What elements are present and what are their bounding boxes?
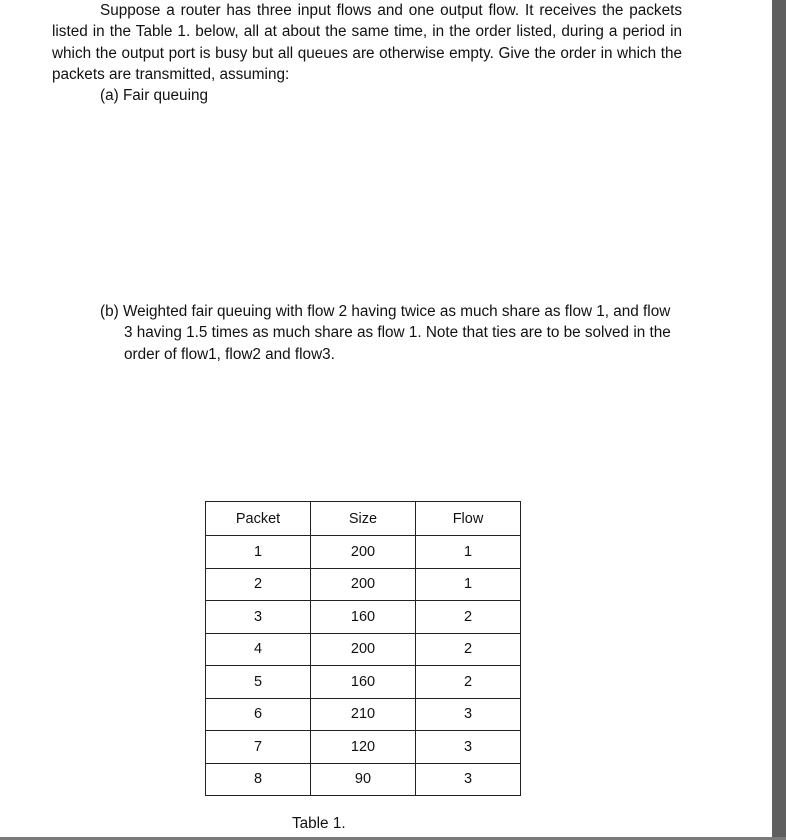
cell-size: 200 bbox=[311, 633, 416, 666]
cell-flow: 3 bbox=[416, 731, 521, 764]
cell-packet: 7 bbox=[206, 731, 311, 764]
table-row bbox=[206, 763, 521, 796]
cell-size: 160 bbox=[311, 666, 416, 699]
cell-flow: 2 bbox=[416, 666, 521, 699]
cell-packet: 5 bbox=[206, 666, 311, 699]
cell-packet: 2 bbox=[206, 568, 311, 601]
cell-size: 200 bbox=[311, 536, 416, 569]
page-edge-bar bbox=[772, 0, 786, 840]
cell-packet: 4 bbox=[206, 633, 311, 666]
table-row bbox=[206, 536, 521, 569]
cell-size: 120 bbox=[311, 731, 416, 764]
table-row bbox=[206, 698, 521, 731]
cell-flow: 3 bbox=[416, 763, 521, 796]
cell-packet: 6 bbox=[206, 698, 311, 731]
packet-table bbox=[205, 501, 521, 796]
cell-packet: 3 bbox=[206, 601, 311, 634]
table-row bbox=[206, 633, 521, 666]
cell-packet: 1 bbox=[206, 536, 311, 569]
part-a-label: (a) Fair queuing bbox=[100, 87, 208, 104]
header-packet: Packet bbox=[206, 502, 311, 536]
table-header-row bbox=[206, 502, 521, 536]
header-flow: Flow bbox=[416, 502, 521, 536]
table-row bbox=[206, 731, 521, 764]
cell-size: 160 bbox=[311, 601, 416, 634]
table-row bbox=[206, 568, 521, 601]
table-row bbox=[206, 666, 521, 699]
header-size: Size bbox=[311, 502, 416, 536]
cell-size: 210 bbox=[311, 698, 416, 731]
cell-flow: 1 bbox=[416, 568, 521, 601]
cell-flow: 2 bbox=[416, 633, 521, 666]
cell-flow: 2 bbox=[416, 601, 521, 634]
cell-flow: 3 bbox=[416, 698, 521, 731]
cell-size: 90 bbox=[311, 763, 416, 796]
table-row bbox=[206, 601, 521, 634]
table-caption: Table 1. bbox=[292, 815, 346, 832]
part-b-text: (b) Weighted fair queuing with flow 2 having twice as much share as flow 1, and flow 3 having 1.5 times as much share as flow 1. Note that ties are to be solved in the order of flow1, flow2 and flow3. bbox=[100, 303, 671, 363]
problem-intro: Suppose a router has three input flows and one output flow. It receives the packets listed in the Table 1. below, all at about the same time, in the order listed, during a period in which the output port is busy but all queues are otherwise empty. Give the order in which the packets are transmitted, assuming: bbox=[52, 2, 682, 84]
cell-flow: 1 bbox=[416, 536, 521, 569]
cell-size: 200 bbox=[311, 568, 416, 601]
cell-packet: 8 bbox=[206, 763, 311, 796]
